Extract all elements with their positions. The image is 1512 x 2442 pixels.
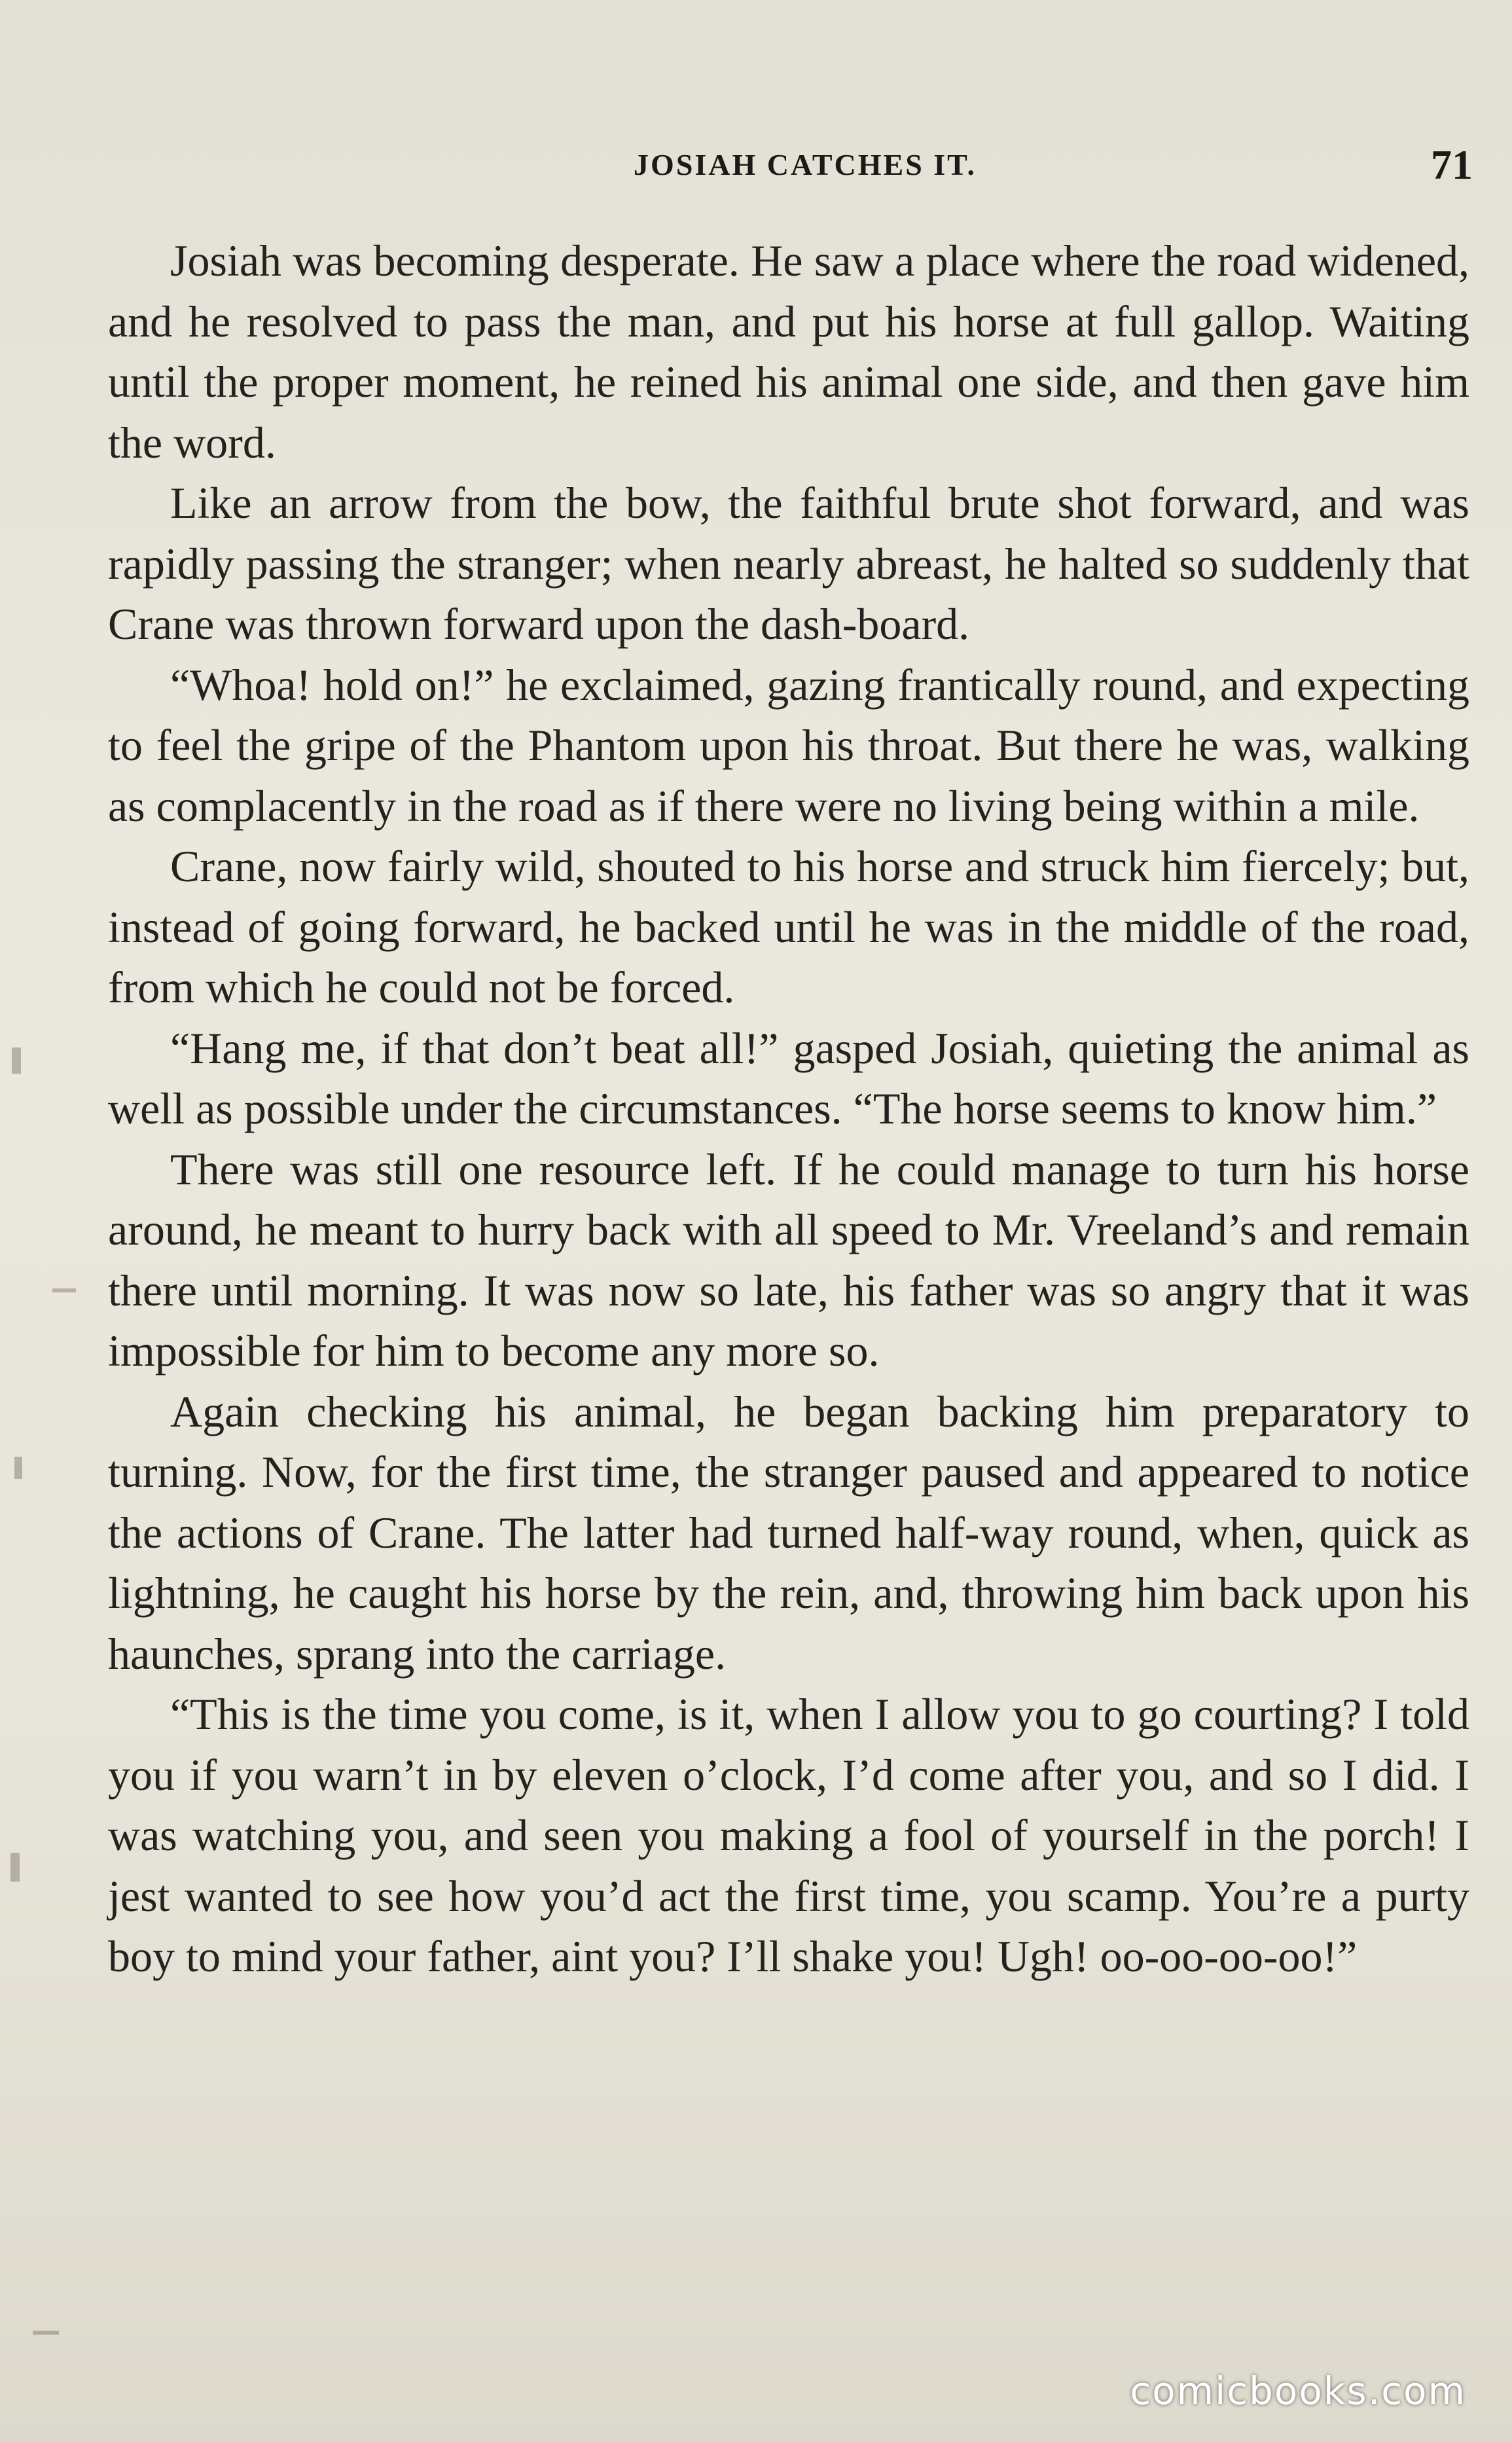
margin-mark xyxy=(14,1457,22,1479)
body-text xyxy=(108,230,1469,1987)
margin-mark xyxy=(12,1048,21,1074)
page-number: 71 xyxy=(1431,141,1473,188)
running-head: JOSIAH CATCHES IT. xyxy=(634,148,977,181)
paragraph: “Whoa! hold on!” he exclaimed, gazing frantically round, and expecting to feel the gripe of the Phantom upon his throat. But there he was, walking as complacently in the road as if there were no living being within a mile. xyxy=(108,659,1469,831)
paragraph: Josiah was becoming desperate. He saw a place where the road widened, and he resolved to pass the man, and put his horse at full gallop. Waiting until the proper moment, he reined his animal one side, and then gave him the word. xyxy=(108,236,1469,467)
paragraph: Crane, now fairly wild, shouted to his horse and struck him fiercely; but, instead of going forward, he backed until he was in the middle of the road, from which he could not be forced. xyxy=(108,841,1469,1012)
page-header xyxy=(98,141,1473,213)
margin-mark xyxy=(33,2331,59,2335)
paragraph: Like an arrow from the bow, the faithful brute shot forward, and was rapidly passing the stranger; when nearly abreast, he halted so suddenly that Crane was thrown forward upon the dash-board. xyxy=(108,478,1469,649)
margin-mark xyxy=(10,1853,20,1882)
paragraph: There was still one resource left. If he could manage to turn his horse around, he meant to hurry back with all speed to Mr. Vreeland’s and remain there until morning. It was now so late, his father was so angry that it was impossible for him to become any more so. xyxy=(108,1144,1469,1376)
margin-mark xyxy=(52,1288,76,1292)
watermark: comicbooks.com xyxy=(1130,2369,1466,2413)
paragraph: “Hang me, if that don’t beat all!” gasped Josiah, quieting the animal as well as possible under the circumstances. “The horse seems to know him.” xyxy=(108,1023,1469,1133)
paragraph: Again checking his animal, he began backing him preparatory to turning. Now, for the first time, the stranger paused and appeared to notice the actions of Crane. The latter had turned half-way round, when, quick as lightning, he caught his horse by the rein, and, throwing him back upon his haunches, sprang into the carriage. xyxy=(108,1386,1469,1679)
paragraph: “This is the time you come, is it, when I allow you to go courting? I told you if you warn’t in by eleven o’clock, I’d come after you, and so I did. I was watching you, and seen you making a fool of yourself in the porch! I jest wanted to see how you’d act the first time, you scamp. You’re a purty boy to mind your father, aint you? I’ll shake you! Ugh! oo-oo-oo-oo!” xyxy=(108,1689,1469,1981)
